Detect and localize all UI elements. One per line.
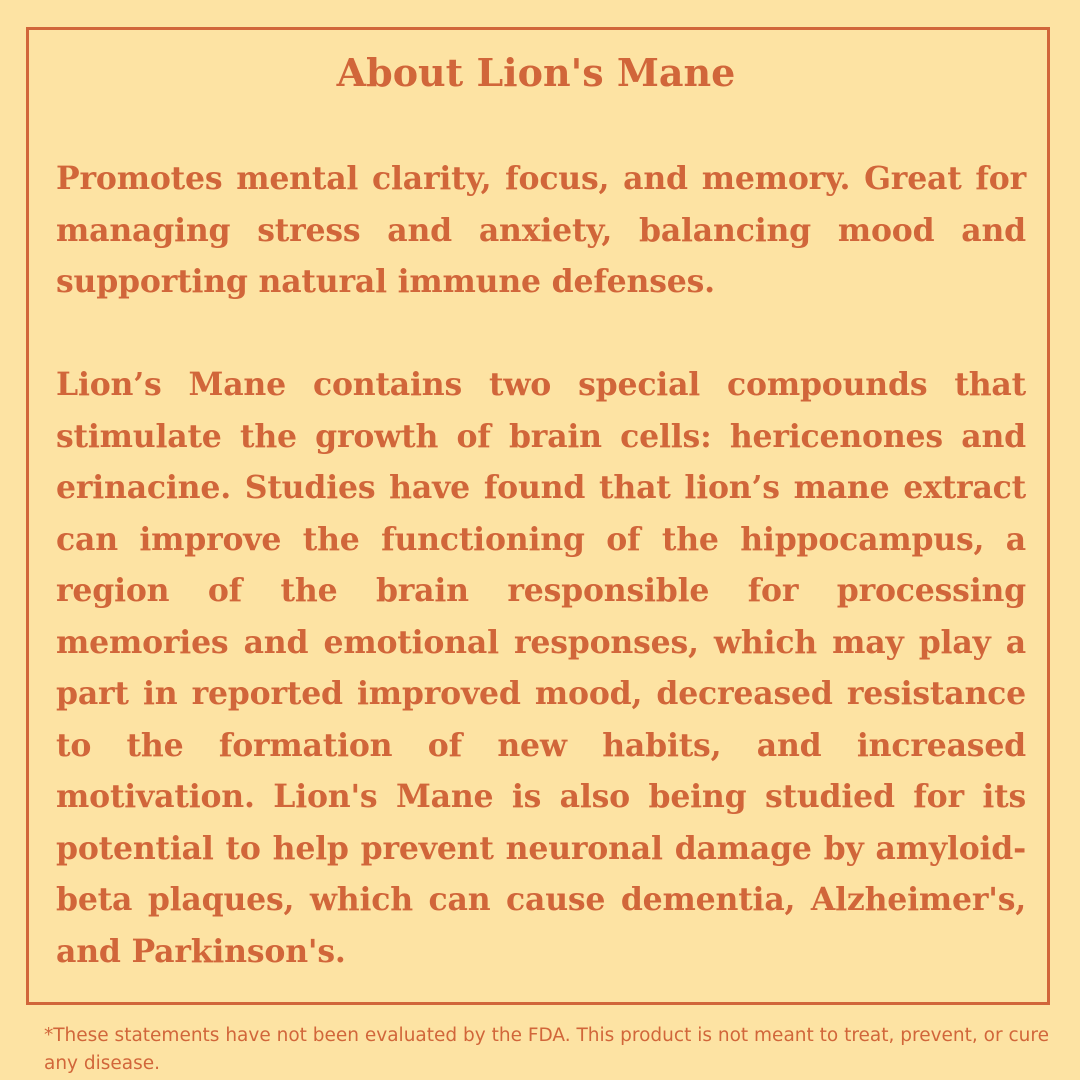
compounds-paragraph: Lion’s Mane contains two special compounds that stimulate the growth of brain cells: hericenones and erinacine. Studies have found that lion’s mane extract can improve the functioning of the hippocampus, a region of the brain responsible for processing memories and emotional responses, which may play a part in reported improved mood, decreased resistance to the formation of new habits, and increased motivation. Lion's Mane is also being studied for its potential to help prevent neuronal damage by amyloid-beta plaques, which can cause dementia, Alzheimer's, and Parkinson's. (56, 366, 1026, 970)
fda-disclaimer: *These statements have not been evaluated by the FDA. This product is not meant to treat, prevent, or cure any disease. (44, 1025, 1049, 1074)
benefits-paragraph: Promotes mental clarity, focus, and memory. Great for managing stress and anxiety, balancing mood and supporting natural immune defenses. (56, 160, 1026, 300)
page-title: About Lion's Mane (336, 50, 736, 95)
